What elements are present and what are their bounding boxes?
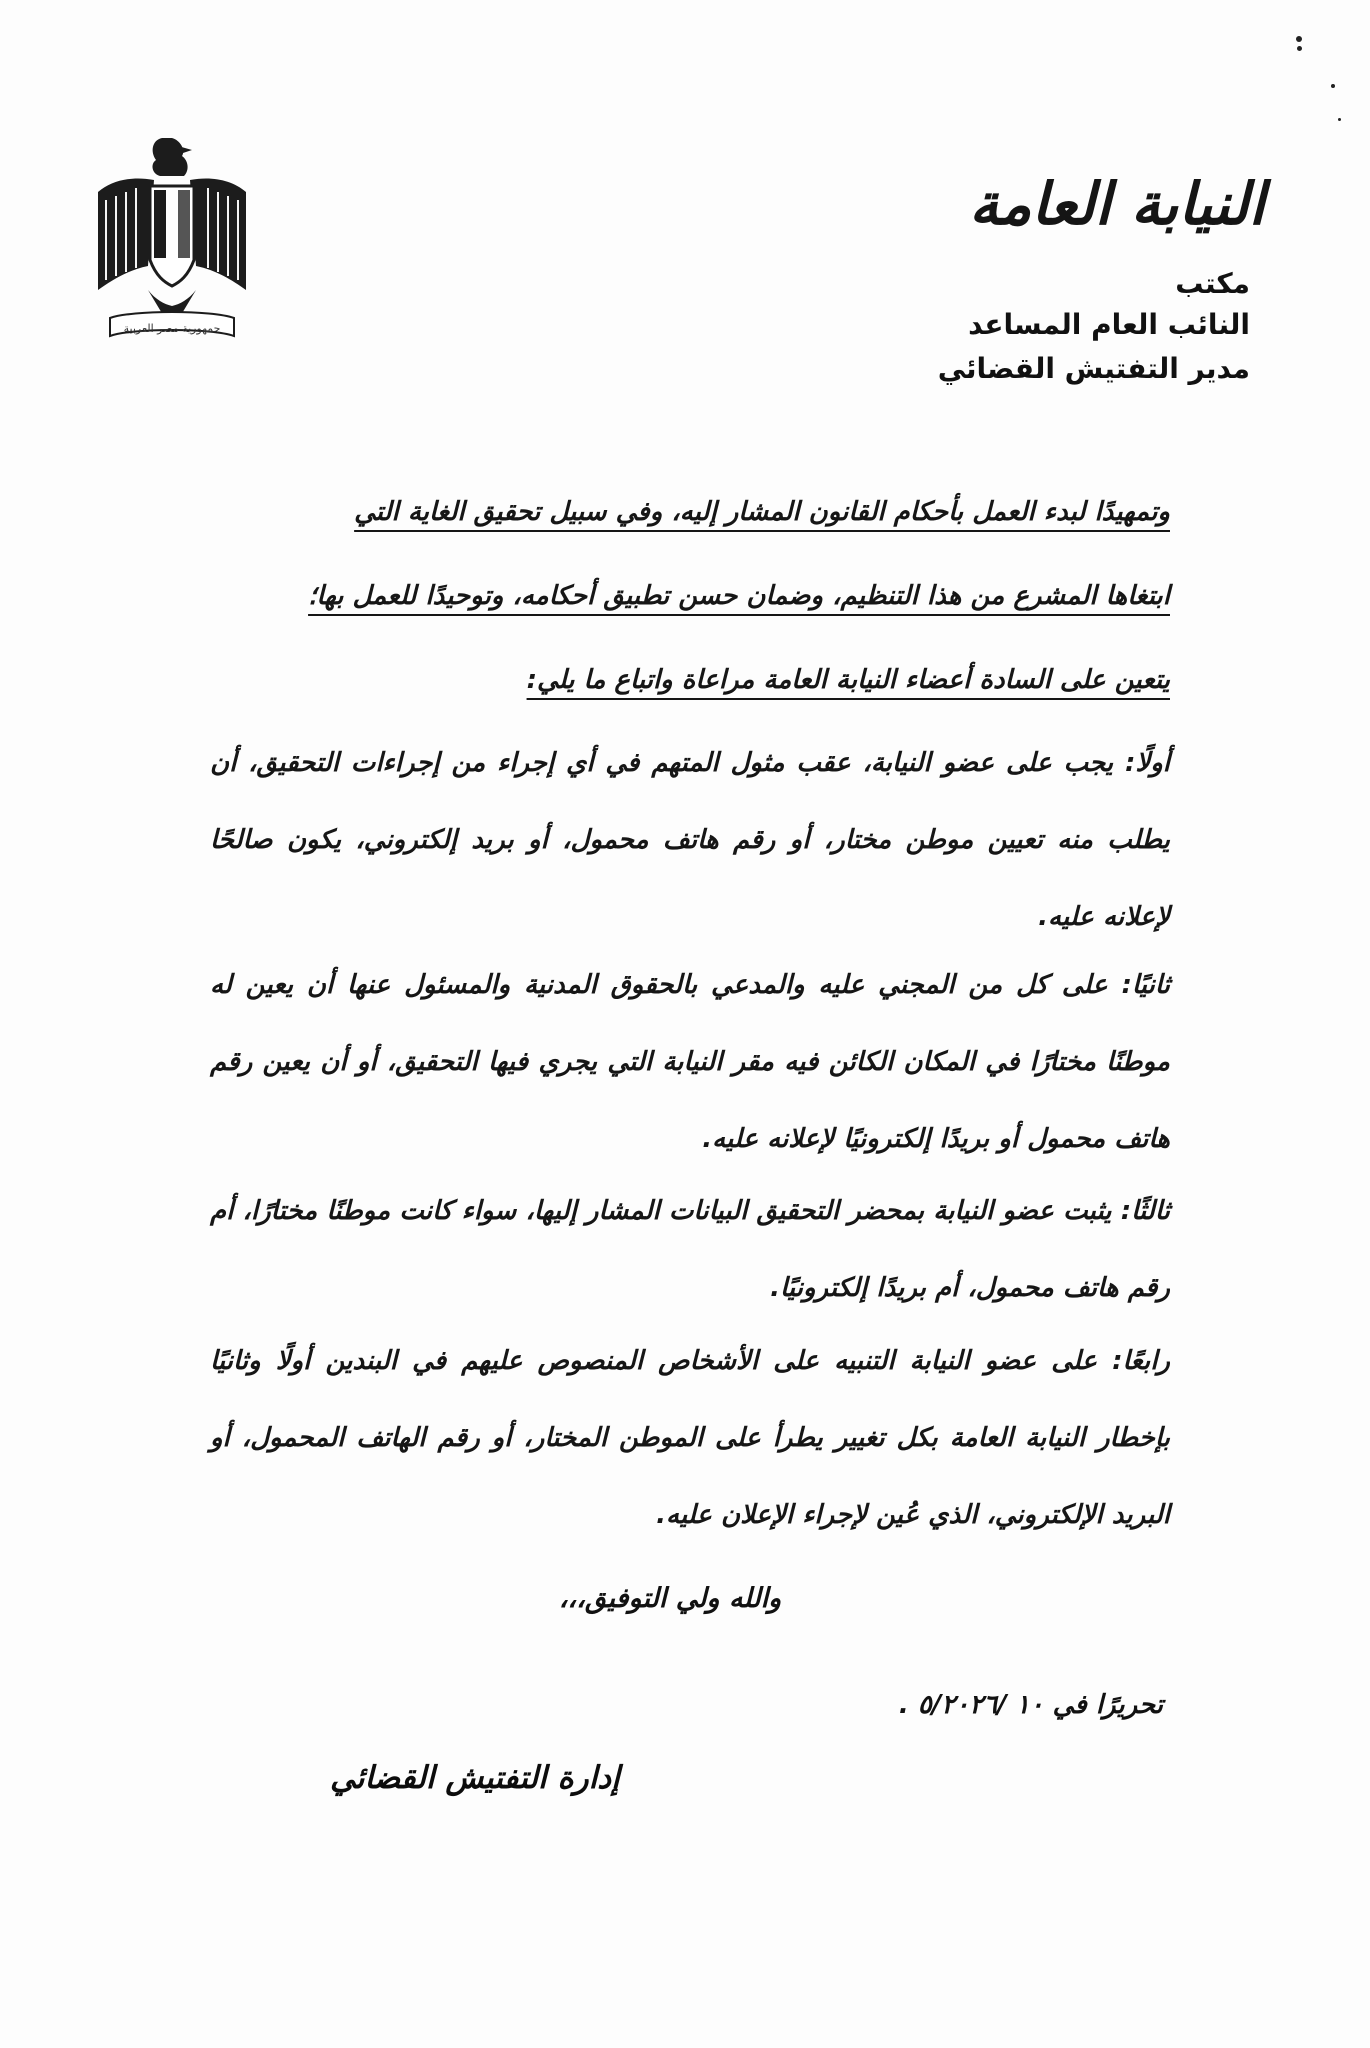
scan-speck <box>1297 46 1302 51</box>
office-line: مدير التفتيش القضائي <box>937 352 1250 385</box>
item-label: رابعًا: <box>1112 1346 1170 1376</box>
office-line: النائب العام المساعد <box>968 308 1250 341</box>
directive-item <box>210 1173 1170 1327</box>
scan-speck <box>1331 84 1335 88</box>
directive-item <box>210 725 1170 956</box>
office-line: مكتب <box>1175 267 1250 300</box>
directive-item <box>210 947 1170 1178</box>
intro-paragraph <box>210 470 1170 722</box>
item-label: ثانيًا: <box>1121 970 1170 1000</box>
item-label: ثالثًا: <box>1120 1196 1170 1226</box>
closing-line: والله ولي التوفيق،،، <box>558 1583 782 1614</box>
intro-line: يتعين على السادة أعضاء النيابة العامة مراعاة واتباع ما يلي: <box>526 665 1170 695</box>
eagle-emblem-icon <box>92 130 252 350</box>
item-text: يثبت عضو النيابة بمحضر التحقيق البيانات المشار إليها، سواء كانت موطنًا مختارًا، أم رقم هاتف محمول، أم بريدًا إلكترونيًا. <box>210 1196 1170 1303</box>
item-text: على كل من المجني عليه والمدعي بالحقوق المدنية والمسئول عنها أن يعين له موطنًا مختارًا في المكان الكائن فيه مقر النيابة التي يجري فيها التحقيق، أو أن يعين رقم هاتف محمول أو بريدًا إلكترونيًا لإعلانه عليه. <box>210 970 1170 1154</box>
scan-speck <box>1338 118 1341 121</box>
item-text: على عضو النيابة التنبيه على الأشخاص المنصوص عليهم في البندين أولًا وثانيًا بإخطار النيابة العامة بكل تغيير يطرأ على الموطن المختار، أو رقم الهاتف المحمول، أو البريد الإلكتروني، الذي عُين لإجراء الإعلان عليه. <box>210 1346 1170 1530</box>
signature-block: إدارة التفتيش القضائي <box>330 1760 620 1796</box>
letterhead-title-block <box>952 170 1282 238</box>
directive-item <box>210 1323 1170 1554</box>
date-line: تحريرًا في ١٠ /٥/٢٠٢٦ . <box>898 1690 1163 1720</box>
intro-line: وتمهيدًا لبدء العمل بأحكام القانون المشار إليه، وفي سبيل تحقيق الغاية التي <box>354 497 1170 527</box>
emblem-caption: جمهورية مصر العربية <box>123 322 221 335</box>
letterhead-title: النيابة العامة <box>969 170 1265 238</box>
scan-speck <box>1296 36 1302 42</box>
item-text: يجب على عضو النيابة، عقب مثول المتهم في أي إجراء من إجراءات التحقيق، أن يطلب منه تعيين موطن مختار، أو رقم هاتف محمول، أو بريد إلكتروني، يكون صالحًا لإعلانه عليه. <box>210 748 1170 932</box>
intro-line: ابتغاها المشرع من هذا التنظيم، وضمان حسن تطبيق أحكامه، وتوحيدًا للعمل بها؛ <box>308 581 1170 611</box>
item-label: أولًا: <box>1124 748 1170 778</box>
